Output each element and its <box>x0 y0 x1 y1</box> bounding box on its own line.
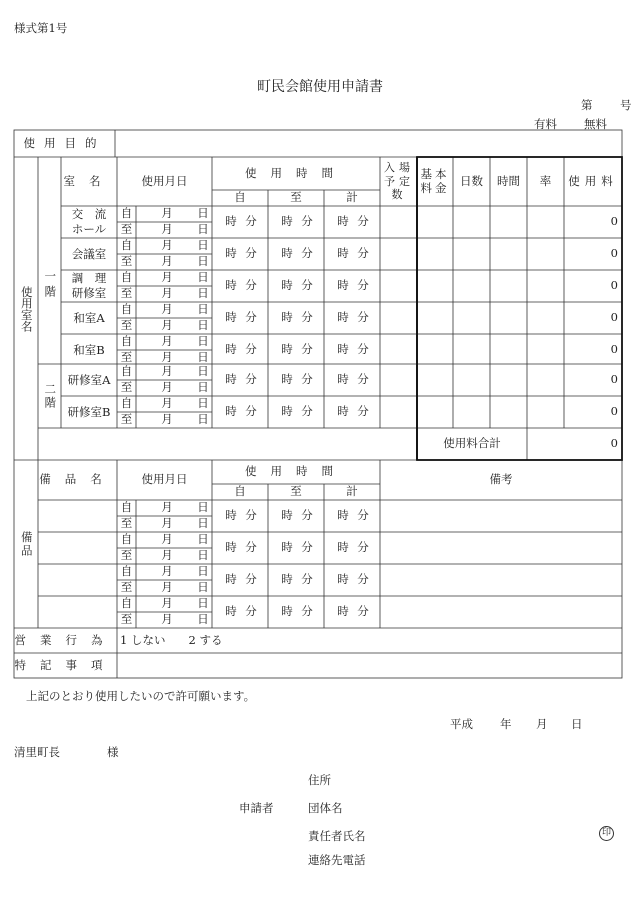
time-total-cell-minute[interactable]: 分 <box>357 372 369 387</box>
month-mark: 月 <box>161 270 173 285</box>
month-mark: 月 <box>161 334 173 349</box>
date-day: 日 <box>571 717 583 731</box>
day-mark: 日 <box>197 350 209 365</box>
day-mark: 日 <box>197 500 209 515</box>
date-to-mark: 至 <box>120 412 133 427</box>
time-total-cell-hour[interactable]: 時 <box>337 246 349 261</box>
time-from-cell-hour[interactable]: 時 <box>225 246 237 261</box>
room-fee-value: 0 <box>610 310 618 325</box>
time-from-cell-hour[interactable]: 時 <box>225 310 237 325</box>
date-from-mark: 自 <box>120 302 133 317</box>
room-name: 会議室 <box>71 246 107 261</box>
date-to-mark: 至 <box>120 380 133 395</box>
date-from-mark: 自 <box>120 596 133 611</box>
month-mark: 月 <box>161 532 173 547</box>
time-total-cell-hour[interactable]: 時 <box>337 214 349 229</box>
equipment-name-field[interactable] <box>39 597 116 627</box>
equipment-date-header: 使用月日 <box>141 472 188 487</box>
equip-time-from-minute[interactable]: 分 <box>245 508 257 523</box>
equipment-time-total: 計 <box>346 484 358 499</box>
day-mark: 日 <box>197 412 209 427</box>
base-fee-header: 基本料金 <box>420 167 450 195</box>
time-from-cell-minute[interactable]: 分 <box>245 372 257 387</box>
time-from-cell-minute[interactable]: 分 <box>245 310 257 325</box>
equip-time-to-hour[interactable]: 時 <box>281 540 293 555</box>
month-mark: 月 <box>161 380 173 395</box>
date-to-mark: 至 <box>120 350 133 365</box>
time-from-cell-minute[interactable]: 分 <box>245 278 257 293</box>
day-mark: 日 <box>197 222 209 237</box>
equip-time-from-minute[interactable]: 分 <box>245 540 257 555</box>
time-from-cell-minute[interactable]: 分 <box>245 342 257 357</box>
time-from-cell-minute[interactable]: 分 <box>245 214 257 229</box>
time-total-cell-hour[interactable]: 時 <box>337 404 349 419</box>
month-mark: 月 <box>161 612 173 627</box>
address-label: 住所 <box>308 773 331 787</box>
equip-time-from-minute[interactable]: 分 <box>245 572 257 587</box>
special-field[interactable] <box>118 654 621 677</box>
date-from-mark: 自 <box>120 500 133 515</box>
equip-time-to-minute[interactable]: 分 <box>301 572 313 587</box>
equipment-time-from: 自 <box>234 484 246 499</box>
honorific: 様 <box>107 745 119 759</box>
room-name: 研修室B <box>67 404 111 419</box>
month-mark: 月 <box>161 500 173 515</box>
contact-label: 連絡先電話 <box>308 853 366 867</box>
month-mark: 月 <box>161 564 173 579</box>
equipment-name-field[interactable] <box>39 501 116 531</box>
time-to-cell-minute[interactable]: 分 <box>301 372 313 387</box>
equip-time-from-hour[interactable]: 時 <box>225 508 237 523</box>
equip-time-total-minute[interactable]: 分 <box>357 540 369 555</box>
time-total-cell-hour[interactable]: 時 <box>337 310 349 325</box>
day-mark: 日 <box>197 580 209 595</box>
time-from-cell-hour[interactable]: 時 <box>225 404 237 419</box>
month-mark: 月 <box>161 286 173 301</box>
time-to-cell-minute[interactable]: 分 <box>301 404 313 419</box>
date-month: 月 <box>536 717 548 731</box>
date-to-mark: 至 <box>120 318 133 333</box>
equip-time-to-minute[interactable]: 分 <box>301 508 313 523</box>
room-name: 研修室A <box>67 372 111 387</box>
total-fee-value: 0 <box>610 436 618 451</box>
special-label: 特記事項 <box>14 657 117 672</box>
fee-free-option[interactable]: 無料 <box>584 117 607 131</box>
day-mark: 日 <box>197 380 209 395</box>
date-from-mark: 自 <box>120 364 133 379</box>
equip-time-to-hour[interactable]: 時 <box>281 604 293 619</box>
rate-header: 率 <box>539 173 552 188</box>
equip-time-total-minute[interactable]: 分 <box>357 508 369 523</box>
equip-time-to-hour[interactable]: 時 <box>281 508 293 523</box>
request-text: 上記のとおり使用したいので許可願います。 <box>26 689 256 703</box>
day-mark: 日 <box>197 270 209 285</box>
room-section-label: 使用室名 <box>19 285 34 332</box>
date-from-mark: 自 <box>120 532 133 547</box>
equipment-section-label: 備品 <box>19 530 34 558</box>
day-mark: 日 <box>197 254 209 269</box>
day-mark: 日 <box>197 532 209 547</box>
date-to-mark: 至 <box>120 286 133 301</box>
floor-2-label: 二階 <box>43 382 58 410</box>
use-date-header: 使用月日 <box>141 173 188 188</box>
month-mark: 月 <box>161 580 173 595</box>
day-mark: 日 <box>197 238 209 253</box>
time-total-cell-minute[interactable]: 分 <box>357 404 369 419</box>
time-total-cell-hour[interactable]: 時 <box>337 342 349 357</box>
purpose-field[interactable] <box>116 131 621 156</box>
business-options[interactable]: 1 しない 2 する <box>120 632 223 647</box>
date-to-mark: 至 <box>120 548 133 563</box>
usage-fee-header: 使用料 <box>568 173 618 188</box>
date-from-mark: 自 <box>120 396 133 411</box>
equip-time-total-minute[interactable]: 分 <box>357 572 369 587</box>
business-label: 営業行為 <box>14 632 117 647</box>
equipment-name-field[interactable] <box>39 533 116 563</box>
day-mark: 日 <box>197 302 209 317</box>
representative-label: 責任者氏名 <box>308 829 366 843</box>
equipment-remarks-field[interactable] <box>381 533 621 563</box>
date-to-mark: 至 <box>120 580 133 595</box>
time-from-cell-minute[interactable]: 分 <box>245 404 257 419</box>
month-mark: 月 <box>161 350 173 365</box>
date-from-mark: 自 <box>120 238 133 253</box>
date-year: 年 <box>500 717 512 731</box>
time-to-cell-hour[interactable]: 時 <box>281 310 293 325</box>
room-fee-value: 0 <box>610 372 618 387</box>
time-total-cell-hour[interactable]: 時 <box>337 278 349 293</box>
hours-header: 時間 <box>497 173 520 188</box>
equip-time-total-hour[interactable]: 時 <box>337 604 349 619</box>
equipment-name-header: 備品名 <box>39 472 116 487</box>
time-to-cell-minute[interactable]: 分 <box>301 342 313 357</box>
room-fee-value: 0 <box>610 246 618 261</box>
room-name-header: 室名 <box>63 173 115 188</box>
time-total-cell-minute[interactable]: 分 <box>357 246 369 261</box>
equip-time-from-minute[interactable]: 分 <box>245 604 257 619</box>
time-to-cell-minute[interactable]: 分 <box>301 246 313 261</box>
equip-time-to-minute[interactable]: 分 <box>301 540 313 555</box>
date-from-mark: 自 <box>120 334 133 349</box>
equip-time-to-minute[interactable]: 分 <box>301 604 313 619</box>
date-era: 平成 <box>450 717 473 731</box>
fee-paid-option[interactable]: 有料 <box>534 117 557 131</box>
equip-time-total-minute[interactable]: 分 <box>357 604 369 619</box>
day-mark: 日 <box>197 206 209 221</box>
day-mark: 日 <box>197 318 209 333</box>
applicant-label: 申請者 <box>239 801 274 815</box>
room-name: 交 流 ホール <box>71 207 107 236</box>
date-to-mark: 至 <box>120 612 133 627</box>
floor-1-label: 一階 <box>43 269 58 301</box>
equip-time-total-hour[interactable]: 時 <box>337 540 349 555</box>
attendance-header: 入場予定数 <box>384 160 414 202</box>
use-time-header: 使用時間 <box>245 165 347 180</box>
date-from-mark: 自 <box>120 270 133 285</box>
day-mark: 日 <box>197 364 209 379</box>
time-total-cell-hour[interactable]: 時 <box>337 372 349 387</box>
equip-time-total-hour[interactable]: 時 <box>337 508 349 523</box>
equip-time-from-hour[interactable]: 時 <box>225 572 237 587</box>
time-from-header: 自 <box>234 190 246 205</box>
month-mark: 月 <box>161 364 173 379</box>
date-to-mark: 至 <box>120 516 133 531</box>
month-mark: 月 <box>161 596 173 611</box>
day-mark: 日 <box>197 596 209 611</box>
room-name: 調 理 研修室 <box>71 271 107 300</box>
time-total-cell-minute[interactable]: 分 <box>357 310 369 325</box>
seal-mark: 印 <box>599 826 614 841</box>
room-fee-value: 0 <box>610 278 618 293</box>
equipment-remarks-field[interactable] <box>381 597 621 627</box>
time-from-cell-hour[interactable]: 時 <box>225 214 237 229</box>
date-to-mark: 至 <box>120 254 133 269</box>
equipment-remarks-field[interactable] <box>381 501 621 531</box>
time-from-cell-hour[interactable]: 時 <box>225 278 237 293</box>
time-to-cell-hour[interactable]: 時 <box>281 246 293 261</box>
month-mark: 月 <box>161 206 173 221</box>
time-from-cell-hour[interactable]: 時 <box>225 372 237 387</box>
equip-time-total-hour[interactable]: 時 <box>337 572 349 587</box>
time-to-cell-minute[interactable]: 分 <box>301 214 313 229</box>
time-total-cell-minute[interactable]: 分 <box>357 214 369 229</box>
time-to-cell-hour[interactable]: 時 <box>281 278 293 293</box>
room-fee-value: 0 <box>610 214 618 229</box>
date-from-mark: 自 <box>120 206 133 221</box>
purpose-label: 使用目的 <box>23 135 106 150</box>
day-mark: 日 <box>197 334 209 349</box>
time-total-cell-minute[interactable]: 分 <box>357 278 369 293</box>
time-total-header: 計 <box>346 190 358 205</box>
date-to-mark: 至 <box>120 222 133 237</box>
room-fee-value: 0 <box>610 404 618 419</box>
equipment-time-to: 至 <box>290 484 302 499</box>
month-mark: 月 <box>161 254 173 269</box>
month-mark: 月 <box>161 548 173 563</box>
date-from-mark: 自 <box>120 564 133 579</box>
time-to-header: 至 <box>290 190 302 205</box>
remarks-header: 備考 <box>489 472 513 487</box>
month-mark: 月 <box>161 318 173 333</box>
month-mark: 月 <box>161 238 173 253</box>
day-mark: 日 <box>197 396 209 411</box>
month-mark: 月 <box>161 302 173 317</box>
room-fee-value: 0 <box>610 342 618 357</box>
time-to-cell-hour[interactable]: 時 <box>281 342 293 357</box>
time-to-cell-hour[interactable]: 時 <box>281 214 293 229</box>
day-mark: 日 <box>197 564 209 579</box>
equipment-time-header: 使用時間 <box>245 464 347 479</box>
day-mark: 日 <box>197 516 209 531</box>
page-title: 町民会館使用申請書 <box>257 79 383 95</box>
equip-time-to-hour[interactable]: 時 <box>281 572 293 587</box>
time-from-cell-hour[interactable]: 時 <box>225 342 237 357</box>
equipment-name-field[interactable] <box>39 565 116 595</box>
equipment-remarks-field[interactable] <box>381 565 621 595</box>
time-to-cell-minute[interactable]: 分 <box>301 278 313 293</box>
month-mark: 月 <box>161 412 173 427</box>
day-mark: 日 <box>197 612 209 627</box>
room-name: 和室A <box>73 310 105 325</box>
time-total-cell-minute[interactable]: 分 <box>357 342 369 357</box>
form-number: 様式第1号 <box>14 21 68 35</box>
month-mark: 月 <box>161 516 173 531</box>
equip-time-from-hour[interactable]: 時 <box>225 604 237 619</box>
total-fee-label: 使用料合計 <box>443 436 501 451</box>
number-label: 第 号 <box>581 98 640 112</box>
group-label: 団体名 <box>308 801 343 815</box>
days-header: 日数 <box>460 173 483 188</box>
time-to-cell-hour[interactable]: 時 <box>281 404 293 419</box>
room-name: 和室B <box>73 342 105 357</box>
month-mark: 月 <box>161 222 173 237</box>
month-mark: 月 <box>161 396 173 411</box>
day-mark: 日 <box>197 548 209 563</box>
time-to-cell-minute[interactable]: 分 <box>301 310 313 325</box>
addressee: 清里町長 <box>14 745 60 759</box>
equip-time-from-hour[interactable]: 時 <box>225 540 237 555</box>
day-mark: 日 <box>197 286 209 301</box>
time-from-cell-minute[interactable]: 分 <box>245 246 257 261</box>
time-to-cell-hour[interactable]: 時 <box>281 372 293 387</box>
